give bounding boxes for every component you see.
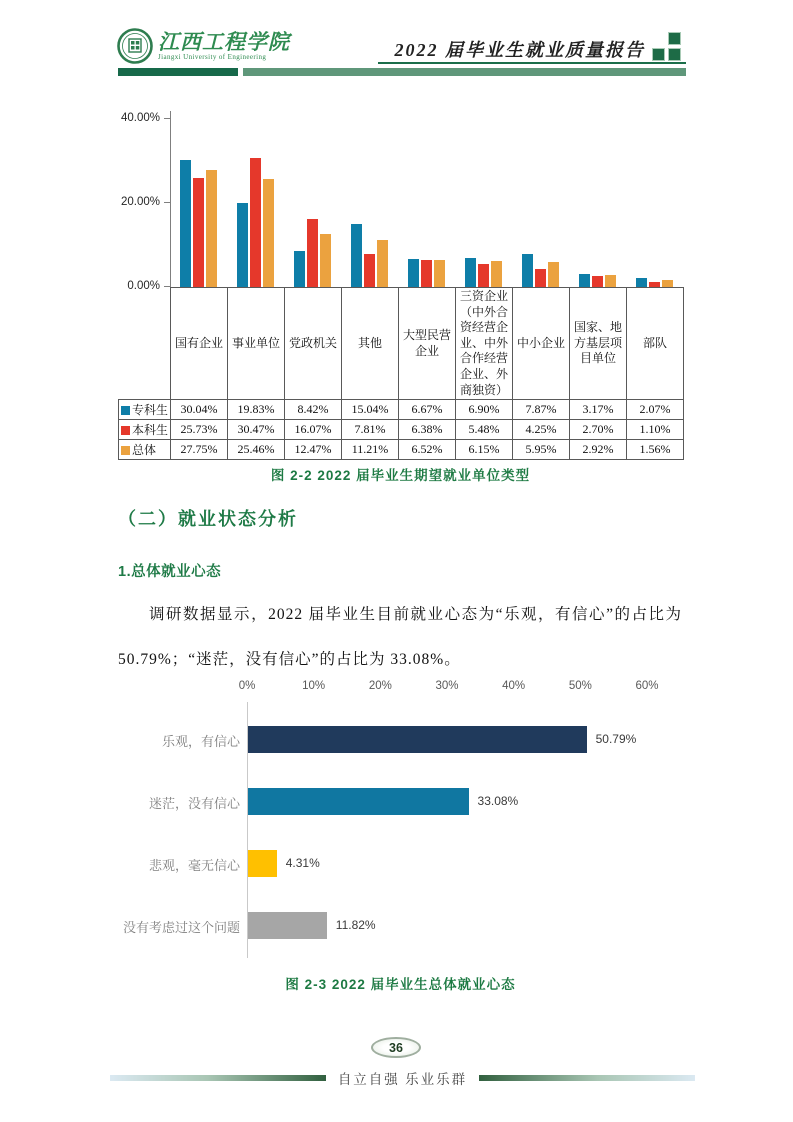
body-paragraph: 调研数据显示，2022 届毕业生目前就业心态为“乐观，有信心”的占比为 50.79%；“迷茫，没有信心”的占比为 33.08%。 bbox=[118, 606, 682, 668]
school-logo bbox=[116, 27, 290, 65]
table-value-cell: 6.67% bbox=[399, 400, 456, 420]
legend-label: 专科生 bbox=[132, 403, 169, 418]
table-header-cell: 大型民营企业 bbox=[399, 288, 456, 400]
table-value-cell: 16.07% bbox=[285, 420, 342, 440]
bar-总体 bbox=[263, 179, 274, 287]
hbar-label: 乐观，有信心 bbox=[161, 734, 240, 749]
bar-总体 bbox=[662, 280, 673, 287]
y-axis-label: 0.00% bbox=[127, 280, 160, 292]
legend-cell bbox=[119, 420, 171, 440]
table-corner-cell bbox=[119, 288, 171, 400]
table-value-cell: 12.47% bbox=[285, 440, 342, 460]
bar-总体 bbox=[548, 262, 559, 287]
bar-总体 bbox=[491, 261, 502, 287]
table-value-cell: 6.90% bbox=[456, 400, 513, 420]
table-value-cell: 3.17% bbox=[570, 400, 627, 420]
header-bar-right bbox=[243, 68, 686, 76]
bar-专科生 bbox=[180, 160, 191, 287]
legend-cell bbox=[119, 440, 171, 460]
bar-总体 bbox=[377, 240, 388, 287]
legend-cell bbox=[119, 400, 171, 420]
hbar-value: 33.08% bbox=[477, 794, 519, 808]
footer-rule bbox=[110, 1068, 695, 1088]
legend-label: 总体 bbox=[132, 443, 157, 458]
bar-group bbox=[512, 111, 569, 287]
page-number-badge: 36 bbox=[371, 1037, 421, 1058]
bar-group bbox=[455, 111, 512, 287]
table-value-cell: 4.25% bbox=[513, 420, 570, 440]
table-header-cell: 中小企业 bbox=[513, 288, 570, 400]
hbar-label: 悲观，毫无信心 bbox=[148, 858, 240, 873]
table-value-cell: 8.42% bbox=[285, 400, 342, 420]
figure-2-2-caption: 图 2-2 2022 届毕业生期望就业单位类型 bbox=[270, 468, 531, 483]
figure-2-3-caption: 图 2-3 2022 届毕业生总体就业心态 bbox=[285, 977, 516, 992]
footer-motto: 自立自强 乐业乐群 bbox=[337, 1072, 468, 1087]
bar-总体 bbox=[605, 275, 616, 287]
x-axis-label: 60% bbox=[635, 680, 659, 692]
hbar-value: 4.31% bbox=[285, 856, 320, 870]
bar-本科生 bbox=[421, 260, 432, 287]
logo-name: 江西工程学院 bbox=[158, 30, 290, 54]
bar-本科生 bbox=[478, 264, 489, 287]
table-row bbox=[119, 420, 684, 440]
table-header-cell: 三资企业（中外合资经营企业、中外合作经营企业、外商独资） bbox=[456, 288, 513, 400]
y-axis-label: 40.00% bbox=[120, 112, 160, 124]
logo-subtitle: Jiangxi University of Engineering bbox=[158, 53, 267, 61]
bar-group bbox=[284, 111, 341, 287]
bar-本科生 bbox=[193, 178, 204, 287]
x-axis-label: 20% bbox=[368, 680, 392, 692]
bar-group bbox=[398, 111, 455, 287]
table-value-cell: 15.04% bbox=[342, 400, 399, 420]
bar-group bbox=[341, 111, 398, 287]
footer-rule-right bbox=[479, 1075, 695, 1081]
table-value-cell: 2.07% bbox=[627, 400, 684, 420]
table-value-cell: 1.10% bbox=[627, 420, 684, 440]
x-axis-label: 0% bbox=[238, 680, 256, 692]
bar-本科生 bbox=[535, 269, 546, 287]
bar-专科生 bbox=[465, 258, 476, 287]
hbar-3 bbox=[248, 850, 277, 877]
table-value-cell: 2.92% bbox=[570, 440, 627, 460]
hbar-label: 没有考虑过这个问题 bbox=[122, 920, 240, 935]
table-value-cell: 19.83% bbox=[228, 400, 285, 420]
footer-rule-left bbox=[110, 1075, 326, 1081]
table-header-cell: 党政机关 bbox=[285, 288, 342, 400]
header-squares-icon bbox=[650, 31, 686, 62]
table-value-cell: 11.21% bbox=[342, 440, 399, 460]
hbar-2 bbox=[248, 788, 469, 815]
bar-专科生 bbox=[522, 254, 533, 287]
section-heading: （二）就业状态分析 bbox=[118, 509, 298, 529]
logo-seal-icon bbox=[116, 27, 154, 65]
figure-2-2-data-table bbox=[118, 287, 684, 460]
x-axis-label: 40% bbox=[502, 680, 526, 692]
table-value-cell: 1.56% bbox=[627, 440, 684, 460]
bar-group bbox=[626, 111, 683, 287]
table-header-cell: 国有企业 bbox=[171, 288, 228, 400]
table-value-cell: 5.48% bbox=[456, 420, 513, 440]
table-value-cell: 7.81% bbox=[342, 420, 399, 440]
bar-本科生 bbox=[364, 254, 375, 287]
x-axis-label: 30% bbox=[435, 680, 459, 692]
bar-总体 bbox=[206, 170, 217, 287]
table-value-cell: 27.75% bbox=[171, 440, 228, 460]
bar-总体 bbox=[434, 260, 445, 288]
table-row bbox=[119, 400, 684, 420]
table-header-cell: 其他 bbox=[342, 288, 399, 400]
bar-专科生 bbox=[237, 203, 248, 287]
bar-group bbox=[569, 111, 626, 287]
header-rule-thin bbox=[378, 62, 686, 64]
bar-专科生 bbox=[408, 259, 419, 287]
table-value-cell: 25.46% bbox=[228, 440, 285, 460]
bar-专科生 bbox=[351, 224, 362, 288]
bar-专科生 bbox=[579, 274, 590, 287]
bar-本科生 bbox=[250, 158, 261, 287]
bar-专科生 bbox=[294, 251, 305, 287]
table-value-cell: 2.70% bbox=[570, 420, 627, 440]
hbar-4 bbox=[248, 912, 327, 939]
bar-group bbox=[227, 111, 284, 287]
table-value-cell: 5.95% bbox=[513, 440, 570, 460]
header-bar-left bbox=[118, 68, 238, 76]
table-header-cell: 事业单位 bbox=[228, 288, 285, 400]
table-value-cell: 6.52% bbox=[399, 440, 456, 460]
hbar-label: 迷茫，没有信心 bbox=[148, 796, 240, 811]
report-title: 2022 届毕业生就业质量报告 bbox=[394, 40, 645, 60]
subsection-heading: 1.总体就业心态 bbox=[118, 564, 222, 580]
figure-2-2-chart bbox=[170, 111, 683, 287]
legend-marker bbox=[121, 406, 130, 415]
table-value-cell: 25.73% bbox=[171, 420, 228, 440]
x-axis-label: 10% bbox=[302, 680, 326, 692]
hbar-value: 50.79% bbox=[595, 732, 637, 746]
hbar-value: 11.82% bbox=[335, 918, 376, 932]
legend-marker bbox=[121, 426, 130, 435]
y-axis-label: 20.00% bbox=[120, 196, 160, 208]
table-header-cell: 部队 bbox=[627, 288, 684, 400]
table-value-cell: 30.04% bbox=[171, 400, 228, 420]
bar-group bbox=[170, 111, 227, 287]
legend-marker bbox=[121, 446, 130, 455]
table-value-cell: 7.87% bbox=[513, 400, 570, 420]
table-row bbox=[119, 440, 684, 460]
table-value-cell: 6.15% bbox=[456, 440, 513, 460]
hbar-1 bbox=[248, 726, 587, 753]
bar-本科生 bbox=[307, 219, 318, 287]
legend-label: 本科生 bbox=[132, 423, 169, 438]
figure-2-3-chart bbox=[122, 676, 730, 976]
bar-本科生 bbox=[592, 276, 603, 287]
table-value-cell: 6.38% bbox=[399, 420, 456, 440]
x-axis-label: 50% bbox=[568, 680, 592, 692]
bar-总体 bbox=[320, 234, 331, 287]
table-value-cell: 30.47% bbox=[228, 420, 285, 440]
table-header-cell: 国家、地方基层项目单位 bbox=[570, 288, 627, 400]
bar-专科生 bbox=[636, 278, 647, 287]
